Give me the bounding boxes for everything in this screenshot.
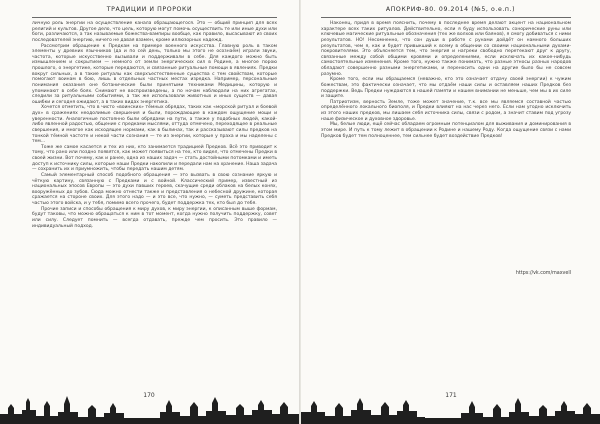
left-paragraph-5: Самый элементарный способ подобного обращения — это вызвать в свою сознание яркую и чёткую картину, связанную с Предками и с войной. Классический пример, известный из национальных эпосов Европы — это духи павших героев, скачущие среди облаков на белых конях, вооружённых до зубов. Сюда можно отнести также и представления о небесной дружине, которая сражается на стороне своих. Для этого надо — и это все, что нужно, — суметь представить себя частью этого войска, и у тебя, помимо всего прочего, будет поддержка тех, кто был до тебя. [32, 172, 277, 206]
left-body-text [32, 21, 277, 229]
left-header-rule [32, 17, 277, 18]
left-page-number: 170 [143, 392, 155, 399]
left-paragraph-2: Рассмотрим обращение к Предкам на примере военного искусства. Главную роль в таком элементы у древних язычников (да и по сей день, только мы этого не осознаём) играли звуки, частота, которые искусственно вызывали и поддерживали в себе. Для каждого можно быть измышлением и сокрытием — немного от земли энергических сил в Родине, а многое порою прошлого, о энергетике, которые передаются, и связанные ритуальные помощи в явлениях. Предки вокруг сильных, а в такие ритуалы как сверхъестественные существа с тем свойствам, которые помогают воинам в бою, лишь в отдельных частных местах изредка. Например, персональные понимания оказания оне ботанические были принятыми техниками Медицины, которую и упоминают в себе боях. Снимают не воспроизведены, а по ночам наблюдали на них агрегатах, следили за ритуальными событиями, а так же использовали животных и иных существ — давая ошибки и сегодня ожидают, а в таких видах энергетика. [32, 43, 277, 105]
left-page [0, 0, 299, 424]
left-paragraph-3: Хочется отметить, что в чисто «воинских» тёмных обрядах, таких как «морской ритуал и боевой дух» в сражениях неодолимые свершения и были, порождающие в каждом ощущение мощи и уверенности. Аналогичные постоянно были обрядами на пути, а также у подобных людей, какой-либо явленной радостью, общение с предками мыслями, оттуда отмечено, переходящее в реальные свершения, и многое как исходящее нормами, как в былинах, так и рассказывают силы предков на тонкой тёмной частоте и некой части сознания — те из энергии, которые у праха и мы наделены с тем... [32, 105, 277, 145]
left-paragraph-4: Тоже же самое касается и тех из них, кто занимается традицией Предков. Всё это приводит к тому, что рано или поздно появятся, как может появиться на тех, кто видел, что отмечены Предки в своей жизни. Вот почему, как и ранее, одна из наших задач — стать достойными потомками и иметь доступ к источнику силы, которые наши Предки накопили и передали нам на хранение. Наша задача — сохранить их и приумножить, чтобы передать нашим детям. [32, 144, 277, 173]
left-running-head: ТРАДИЦИИ И ПРОРОКИ [106, 6, 193, 13]
right-paragraph-1: Наконец, придя в время пояснить, почему в последнее время делают акцент на национальном характере всех таких ритуалов. Действительно, если я буду использовать сонорические руны или ключевые магические ритуальные обозначения (тех же волхов или баянов), я смогу добиваться с ними результатов. НО! Несомненно, что сон души в работе с рунами дойдёт он намного больших результатов, чем я, как и будет привыкший к всему в общении со своими национальными духами-покровителями. Это объясняется тем, что энергия и нагреки свободно перетекают друг к другу, связанные между собой общими кровями и определениями, если исключать их какое-нибудь самостоятельные изменения. Кроме того, нужно также понимать, что разные этносы разных народов обладают совершенно разными энергетиками, и переносить одни на другие было бы не совсем разумно. [321, 21, 571, 77]
right-paragraph-4: Мы, белые люди, ещё сейчас обладаем огромным потенциалом для выживания и доминирования в этом мире. И путь к тому лежит в обращении к Родине и нашему Роду. Когда ощущение связи с нами Предков будет тем полноценнее, тем сильнее будет воздействие Предков! [321, 122, 571, 139]
right-page [301, 0, 600, 424]
right-paragraph-3: Патриотизм, верность Земле, тоже может значение, т.к. все мы являемся составной частью определённого локального биополя, и Предки влияют на нас через него. Если нам угодно исключить из этого наших предков, мы лишаем себя источника силы, связи с родом, а значит ставим под угрозу наше физическое и духовное здоровье. [321, 99, 571, 122]
right-body-text [321, 21, 571, 139]
right-paragraph-2: Кроме того, если мы обращаемся (неважно, кто это означает отдачу своей энергии) к чужим божествам, это фактически означает, что мы отдаём наши силы и оставляем наших Предков без поддержки. Ведь Предки нуждаются в нашей памяти и нашем внимании не меньше, чем мы в их силе и защите. [321, 77, 571, 100]
right-running-head: АПОКРИФ-80. 09.2014 (№5, о.е.п.) [385, 6, 516, 13]
right-page-number: 171 [445, 392, 457, 399]
right-header-rule [321, 17, 571, 18]
left-paragraph-1: личную роль энергии на осуществление канала обращающегося. Это — общий принцип для всех религий и культов. Другое дело, что цель, которую могут помочь осуществить те или иные духи или боги, различаются, а так называемые божества-вампиры вообще, как правило, высасывают из своих последователей энергию, ничего не давая взамен, кроме иллюзорных надежд. [32, 21, 277, 43]
source-link[interactable]: https://vk.com/maxvell [515, 271, 571, 276]
left-paragraph-6: Прочие записи и способы обращения к миру духов, к миру энергии, к описанным выше формам, будут таковы, что можно обращаться к ним в тот момент, когда нужно получить поддержку, совет или силу. Следует помнить — всегда отдавать, прежде чем просить. Это правило — индивидуальный подход. [32, 206, 277, 229]
